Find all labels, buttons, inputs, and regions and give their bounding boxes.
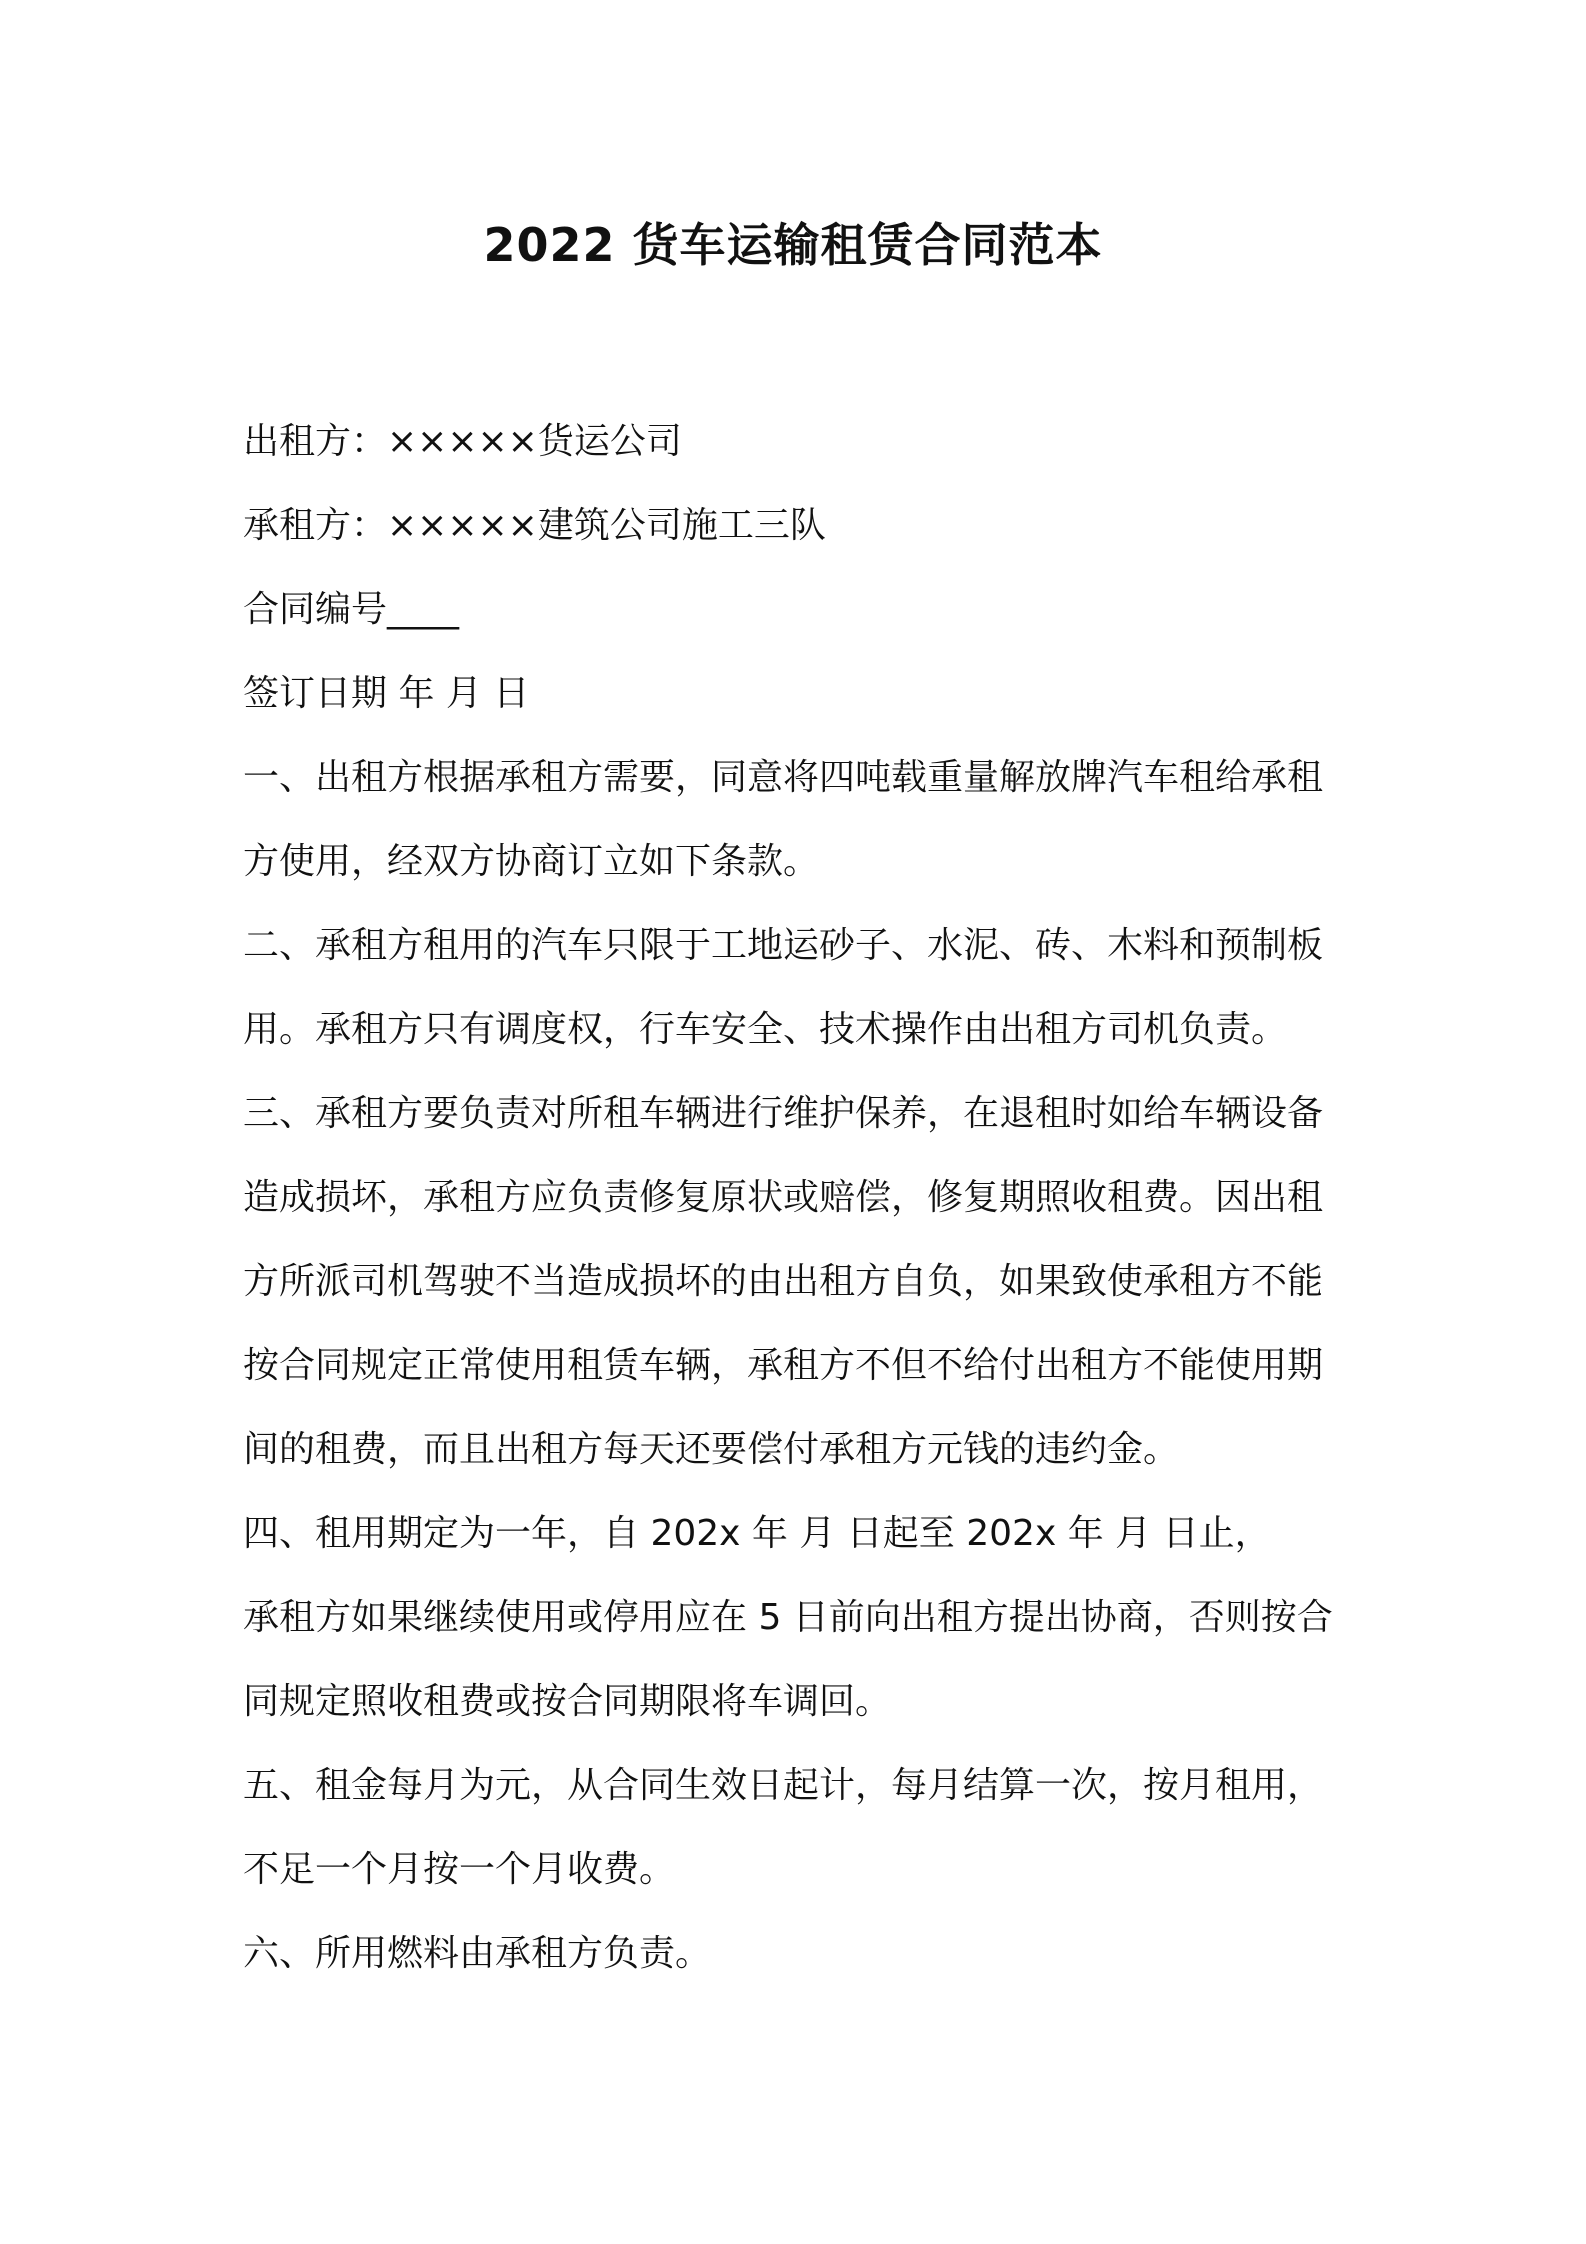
lessor-line: 出租方：×××××货运公司 [243,421,682,462]
clause-4-line-1: 四、租用期定为一年，自 202x 年 月 日起至 202x 年 月 日止， [243,1513,1271,1554]
clause-5-line-2: 不足一个月按一个月收费。 [243,1849,676,1890]
clause-3-line-2: 造成损坏，承租方应负责修复原状或赔偿，修复期照收租费。因出租 [243,1177,1324,1218]
document-title: 2022 货车运输租赁合同范本 [483,218,1103,272]
clause-3-line-1: 三、承租方要负责对所租车辆进行维护保养，在退租时如给车辆设备 [243,1093,1324,1134]
clause-1-line-1: 一、出租方根据承租方需要，同意将四吨载重量解放牌汽车租给承租 [243,757,1324,798]
clause-1-line-2: 方使用，经双方协商订立如下条款。 [243,841,820,882]
clause-4-line-2: 承租方如果继续使用或停用应在 5 日前向出租方提出协商，否则按合 [243,1597,1333,1638]
clause-5-line-1: 五、租金每月为元，从合同生效日起计，每月结算一次，按月租用， [243,1765,1324,1806]
lessee-line: 承租方：×××××建筑公司施工三队 [243,505,826,546]
clause-3-line-3: 方所派司机驾驶不当造成损坏的由出租方自负，如果致使承租方不能 [243,1261,1324,1302]
contract-number-line: 合同编号____ [243,589,460,630]
clause-6-line-1: 六、所用燃料由承租方负责。 [243,1933,712,1974]
clause-4-line-3: 同规定照收租费或按合同期限将车调回。 [243,1681,892,1722]
signing-date-line: 签订日期 年 月 日 [243,673,530,714]
clause-2-line-2: 用。承租方只有调度权，行车安全、技术操作由出租方司机负责。 [243,1009,1288,1050]
clause-3-line-5: 间的租费，而且出租方每天还要偿付承租方元钱的违约金。 [243,1429,1180,1470]
clause-2-line-1: 二、承租方租用的汽车只限于工地运砂子、水泥、砖、木料和预制板 [243,925,1324,966]
clause-3-line-4: 按合同规定正常使用租赁车辆，承租方不但不给付出租方不能使用期 [243,1345,1324,1386]
document-body [243,400,1353,1996]
